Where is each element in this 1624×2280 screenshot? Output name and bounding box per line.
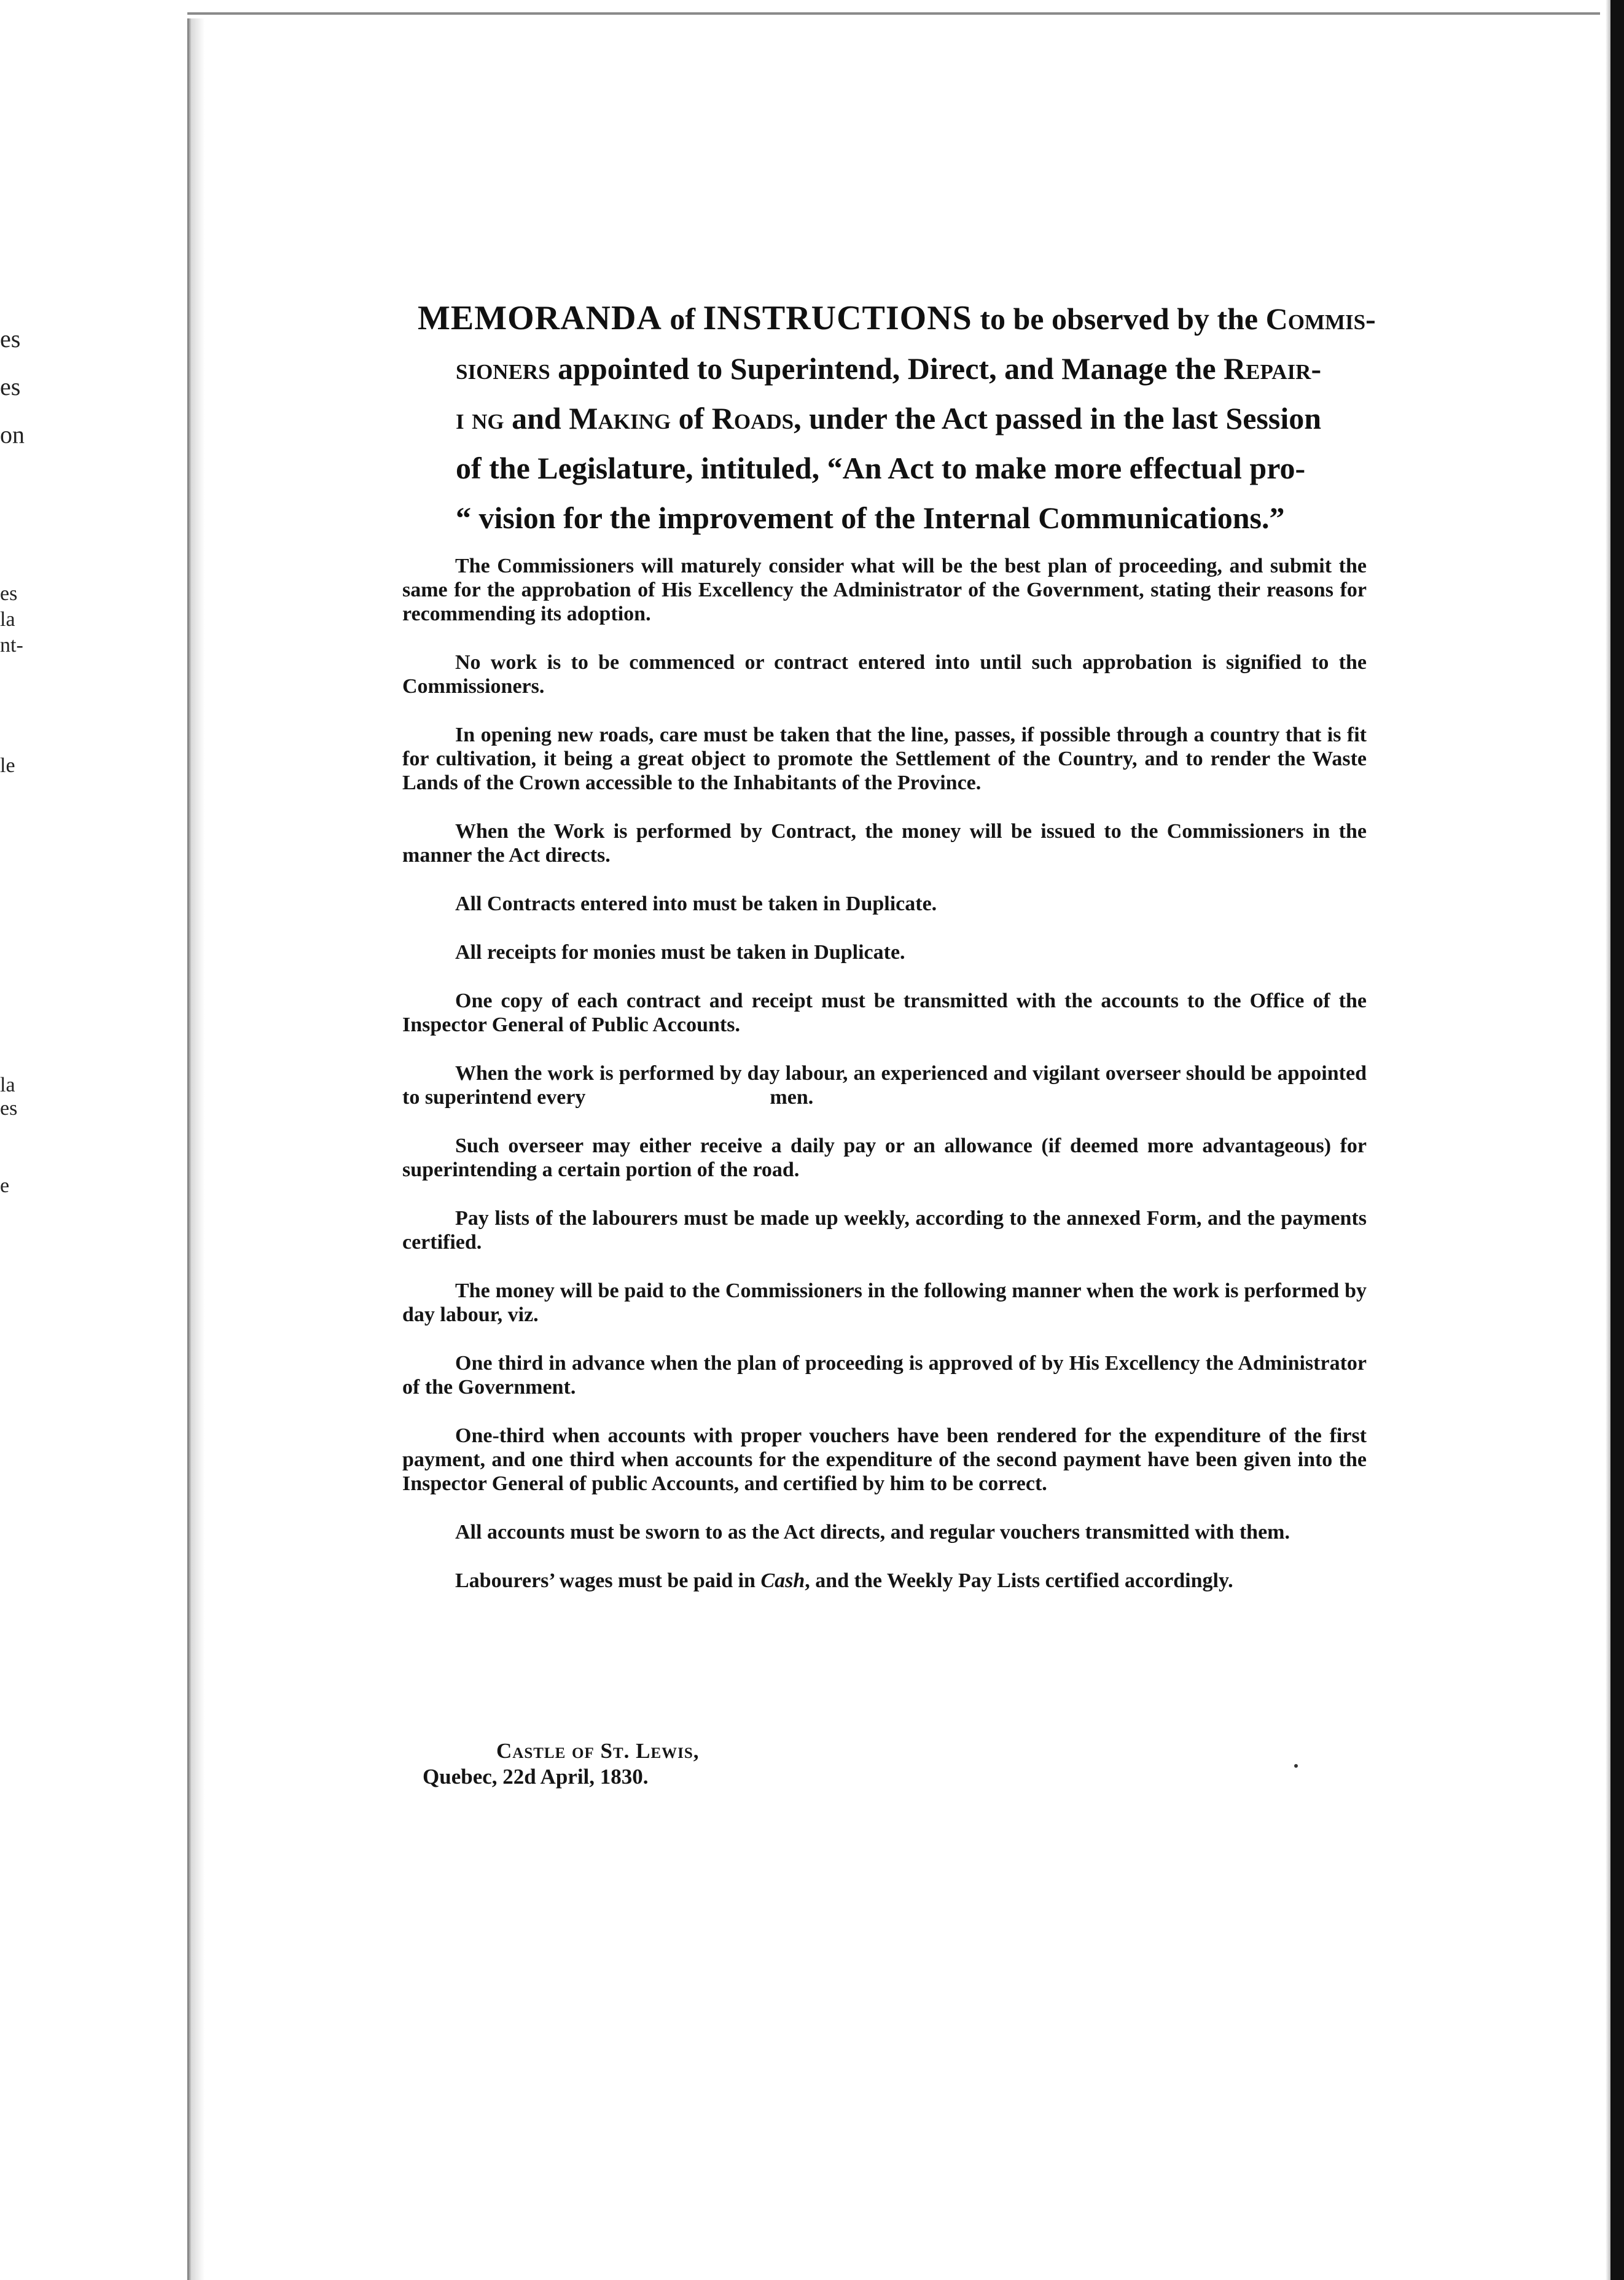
margin-fragment: on — [0, 421, 25, 448]
facing-page-edge — [0, 0, 187, 2280]
margin-fragment: nt- — [0, 634, 23, 657]
margin-fragment: e — [0, 1174, 10, 1197]
paragraph-pay-lists: Pay lists of the labourers must be made up weekly, according to the annexed Form, and the payments certified. — [402, 1207, 1367, 1254]
paragraph-day-labour — [402, 1061, 1367, 1109]
margin-fragment: es — [0, 373, 21, 400]
signature-place: Castle of St. Lewis, — [496, 1739, 700, 1763]
wages-text: Labourers’ wages must be paid in — [455, 1569, 761, 1592]
wages-cash-italic: Cash — [760, 1569, 805, 1592]
margin-fragment: la — [0, 608, 15, 631]
heading-line-5: “ vision for the improvement of the Internal Communications.” — [456, 501, 1285, 535]
heading-word-ing: i ng — [456, 401, 504, 435]
heading-word: appointed to Superintend, Direct, and Manage the — [550, 351, 1224, 386]
margin-fragment: la — [0, 1074, 15, 1096]
paragraph-wages-cash — [402, 1569, 1367, 1593]
paragraph-money-paid: The money will be paid to the Commissioners in the following manner when the work is performed by day labour, viz. — [402, 1279, 1367, 1326]
memorandum-heading — [418, 294, 1382, 543]
paragraph-contracts-duplicate: All Contracts entered into must be taken in Duplicate. — [455, 892, 937, 915]
paragraph-accounts-sworn: All accounts must be sworn to as the Act directs, and regular vouchers transmitted with them. — [455, 1521, 1290, 1544]
heading-word-roads: Roads — [711, 401, 794, 435]
instructions-body — [402, 554, 1367, 1617]
heading-line-3 — [418, 394, 1382, 443]
page-top-edge — [187, 12, 1600, 15]
heading-word-memoranda: MEMORANDA — [418, 299, 662, 337]
paragraph-new-roads: In opening new roads, care must be taken that the line, passes, if possible through a country that is fit for cultivation, it being a great object to promote the Settlement of the Country, and to render the Waste Lands of the Crown accessible to the Inhabitants of the Province. — [402, 724, 1367, 794]
paragraph-approbation: No work is to be commenced or contract entered into until such approbation is signified to the Commissioners. — [402, 651, 1367, 698]
day-labour-men: men. — [770, 1086, 814, 1109]
heading-word: of — [671, 401, 712, 435]
page-right-shadow — [1606, 0, 1610, 2280]
heading-word-instructions: INSTRUCTIONS — [703, 299, 972, 337]
heading-word-making: Making — [569, 401, 671, 435]
margin-fragment: le — [0, 754, 15, 777]
paragraph-copy-transmitted: One copy of each contract and receipt must be transmitted with the accounts to the Office of the Inspector General of Public Accounts. — [402, 990, 1367, 1036]
heading-word: of — [662, 302, 703, 336]
signature-date: Quebec, 22d April, 1830. — [423, 1765, 649, 1789]
wages-text-end: , and the Weekly Pay Lists certified accordingly. — [805, 1569, 1233, 1592]
heading-line-1 — [418, 294, 1382, 344]
paragraph-one-third-accounts: One-third when accounts with proper vouchers have been rendered for the expenditure of the first payment, and one third when accounts for the expenditure of the second payment have been given into the Inspector General of public Accounts, and certified by him to be correct. — [402, 1424, 1367, 1495]
paragraph-plan: The Commissioners will maturely consider what will be the best plan of proceeding, and submit the same for the approbation of His Excellency the Administrator of the Government, stating their reasons for recommending its adoption. — [402, 555, 1367, 625]
paragraph-one-third-advance: One third in advance when the plan of proceeding is approved of by His Excellency the Administrator of the Government. — [402, 1352, 1367, 1399]
paragraph-contract: When the Work is performed by Contract, the money will be issued to the Commissioners in the manner the Act directs. — [402, 820, 1367, 867]
scan-border — [1610, 0, 1624, 2280]
heading-line-2 — [418, 344, 1382, 394]
heading-line-4: of the Legislature, intituled, “An Act to make more effectual pro- — [456, 451, 1306, 485]
margin-fragment: es — [0, 582, 18, 605]
day-labour-text: When the work is performed by day labour, an experienced and vigilant overseer should be appointed to superintend every — [402, 1062, 1367, 1109]
heading-word-commis: Commis- — [1265, 302, 1376, 336]
heading-word-repair: Repair- — [1224, 351, 1322, 386]
ink-speck — [1294, 1764, 1298, 1768]
heading-word-sioners: sioners — [456, 351, 550, 386]
heading-word: and — [504, 401, 569, 435]
signature-block — [423, 1738, 700, 1790]
margin-fragment: es — [0, 1097, 18, 1120]
paragraph-receipts-duplicate: All receipts for monies must be taken in Duplicate. — [455, 941, 905, 964]
heading-word: to be observed by the — [972, 302, 1266, 336]
heading-word: , under the Act passed in the last Session — [794, 401, 1322, 435]
gutter-shadow — [191, 18, 205, 2280]
margin-fragment: es — [0, 325, 21, 353]
paragraph-overseer-pay: Such overseer may either receive a daily pay or an allowance (if deemed more advantageous) for superintending a certain portion of the road. — [402, 1134, 1367, 1181]
